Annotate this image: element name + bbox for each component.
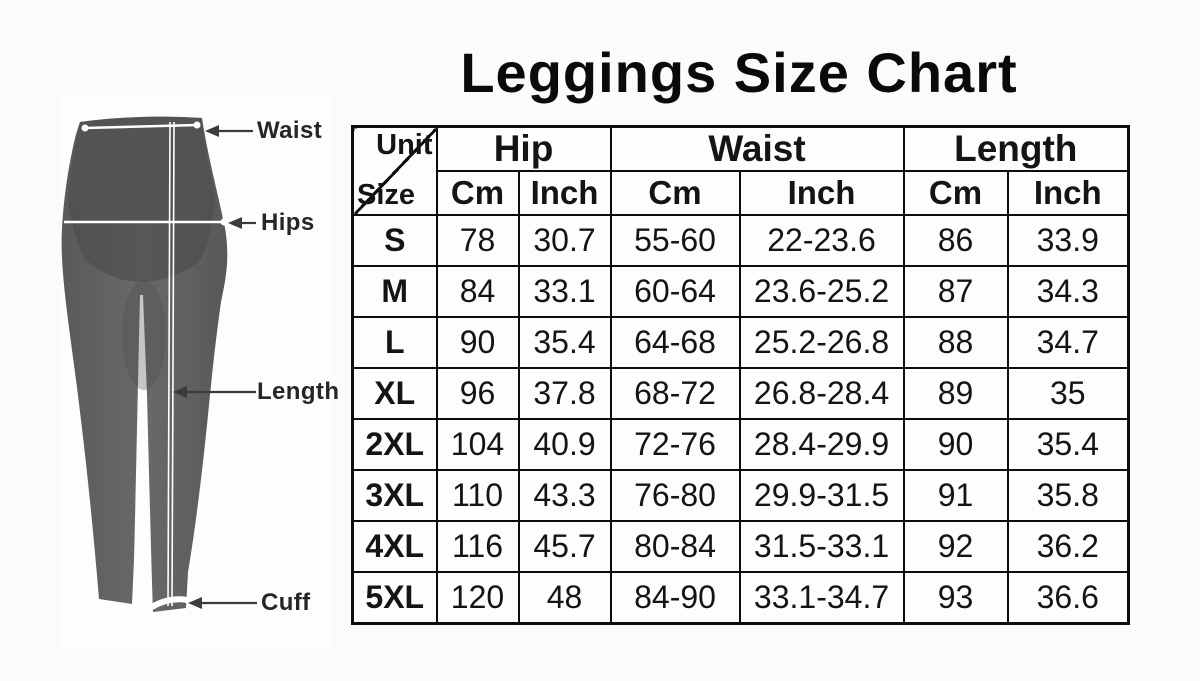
leggings-garment bbox=[62, 117, 228, 612]
length-inch-cell: 35.8 bbox=[1008, 470, 1129, 521]
waist-cm-cell: 60-64 bbox=[611, 266, 740, 317]
hip-cm-cell: 110 bbox=[437, 470, 519, 521]
table-row-s bbox=[353, 215, 1129, 266]
hip-inch-cell: 30.7 bbox=[519, 215, 611, 266]
hip-inch-header: Inch bbox=[519, 171, 611, 215]
size-chart-table bbox=[351, 125, 1130, 625]
size-cell: 5XL bbox=[353, 572, 437, 623]
length-inch-cell: 34.7 bbox=[1008, 317, 1129, 368]
hip-cm-cell: 96 bbox=[437, 368, 519, 419]
cuff-arrow-icon bbox=[188, 597, 202, 609]
length-cm-cell: 89 bbox=[904, 368, 1008, 419]
hip-inch-cell: 48 bbox=[519, 572, 611, 623]
hip-cm-cell: 90 bbox=[437, 317, 519, 368]
waist-inch-cell: 29.9-31.5 bbox=[740, 470, 904, 521]
length-group-header: Length bbox=[904, 127, 1129, 172]
cuff-annotation-label: Cuff bbox=[261, 589, 311, 616]
hip-inch-cell: 43.3 bbox=[519, 470, 611, 521]
table-row-3xl bbox=[353, 470, 1129, 521]
size-cell: 2XL bbox=[353, 419, 437, 470]
length-cm-cell: 88 bbox=[904, 317, 1008, 368]
size-cell: L bbox=[353, 317, 437, 368]
waist-arrow-icon bbox=[205, 125, 219, 137]
waist-inch-cell: 33.1-34.7 bbox=[740, 572, 904, 623]
length-cm-cell: 86 bbox=[904, 215, 1008, 266]
hip-inch-cell: 40.9 bbox=[519, 419, 611, 470]
hips-annotation-label: Hips bbox=[261, 209, 315, 236]
table-row-l bbox=[353, 317, 1129, 368]
length-cm-header: Cm bbox=[904, 171, 1008, 215]
hip-inch-cell: 45.7 bbox=[519, 521, 611, 572]
length-inch-cell: 36.6 bbox=[1008, 572, 1129, 623]
waist-inch-cell: 28.4-29.9 bbox=[740, 419, 904, 470]
corner-unit-label: Unit bbox=[376, 129, 433, 161]
waist-cm-cell: 80-84 bbox=[611, 521, 740, 572]
waist-inch-cell: 23.6-25.2 bbox=[740, 266, 904, 317]
table-row-m bbox=[353, 266, 1129, 317]
size-cell: M bbox=[353, 266, 437, 317]
hip-inch-cell: 37.8 bbox=[519, 368, 611, 419]
corner-size-label: Size bbox=[357, 179, 416, 212]
hip-group-header: Hip bbox=[437, 127, 611, 172]
hip-inch-cell: 35.4 bbox=[519, 317, 611, 368]
page-title: Leggings Size Chart bbox=[460, 41, 1018, 104]
table-row-2xl bbox=[353, 419, 1129, 470]
hip-cm-cell: 116 bbox=[437, 521, 519, 572]
length-inch-cell: 36.2 bbox=[1008, 521, 1129, 572]
waist-inch-cell: 22-23.6 bbox=[740, 215, 904, 266]
length-cm-cell: 92 bbox=[904, 521, 1008, 572]
hips-arrow-icon bbox=[228, 217, 242, 229]
table-row-xl bbox=[353, 368, 1129, 419]
waist-cm-cell: 84-90 bbox=[611, 572, 740, 623]
length-annotation-label: Length bbox=[257, 378, 340, 405]
hip-cm-cell: 104 bbox=[437, 419, 519, 470]
unit-size-corner-cell bbox=[353, 127, 437, 216]
hip-inch-cell: 33.1 bbox=[519, 266, 611, 317]
unit-header-row bbox=[353, 171, 1129, 215]
size-cell: 3XL bbox=[353, 470, 437, 521]
hip-cm-cell: 120 bbox=[437, 572, 519, 623]
length-cm-cell: 90 bbox=[904, 419, 1008, 470]
size-cell: S bbox=[353, 215, 437, 266]
group-header-row bbox=[353, 127, 1129, 172]
length-inch-cell: 35.4 bbox=[1008, 419, 1129, 470]
waist-cm-cell: 76-80 bbox=[611, 470, 740, 521]
length-cm-cell: 91 bbox=[904, 470, 1008, 521]
waist-inch-cell: 31.5-33.1 bbox=[740, 521, 904, 572]
table-row-5xl bbox=[353, 572, 1129, 623]
hip-cm-cell: 78 bbox=[437, 215, 519, 266]
hip-cm-header: Cm bbox=[437, 171, 519, 215]
waist-cm-cell: 72-76 bbox=[611, 419, 740, 470]
length-inch-cell: 35 bbox=[1008, 368, 1129, 419]
length-cm-cell: 87 bbox=[904, 266, 1008, 317]
waist-inch-cell: 26.8-28.4 bbox=[740, 368, 904, 419]
waist-cm-header: Cm bbox=[611, 171, 740, 215]
waist-inch-header: Inch bbox=[740, 171, 904, 215]
length-cm-cell: 93 bbox=[904, 572, 1008, 623]
waist-inch-cell: 25.2-26.8 bbox=[740, 317, 904, 368]
waist-cm-cell: 64-68 bbox=[611, 317, 740, 368]
length-inch-cell: 34.3 bbox=[1008, 266, 1129, 317]
waist-cm-cell: 68-72 bbox=[611, 368, 740, 419]
waist-group-header: Waist bbox=[611, 127, 904, 172]
leggings-illustration bbox=[0, 0, 350, 681]
length-inch-cell: 33.9 bbox=[1008, 215, 1129, 266]
hip-cm-cell: 84 bbox=[437, 266, 519, 317]
table-row-4xl bbox=[353, 521, 1129, 572]
waist-annotation-label: Waist bbox=[257, 117, 323, 144]
size-cell: XL bbox=[353, 368, 437, 419]
waist-cm-cell: 55-60 bbox=[611, 215, 740, 266]
length-inch-header: Inch bbox=[1008, 171, 1129, 215]
size-cell: 4XL bbox=[353, 521, 437, 572]
